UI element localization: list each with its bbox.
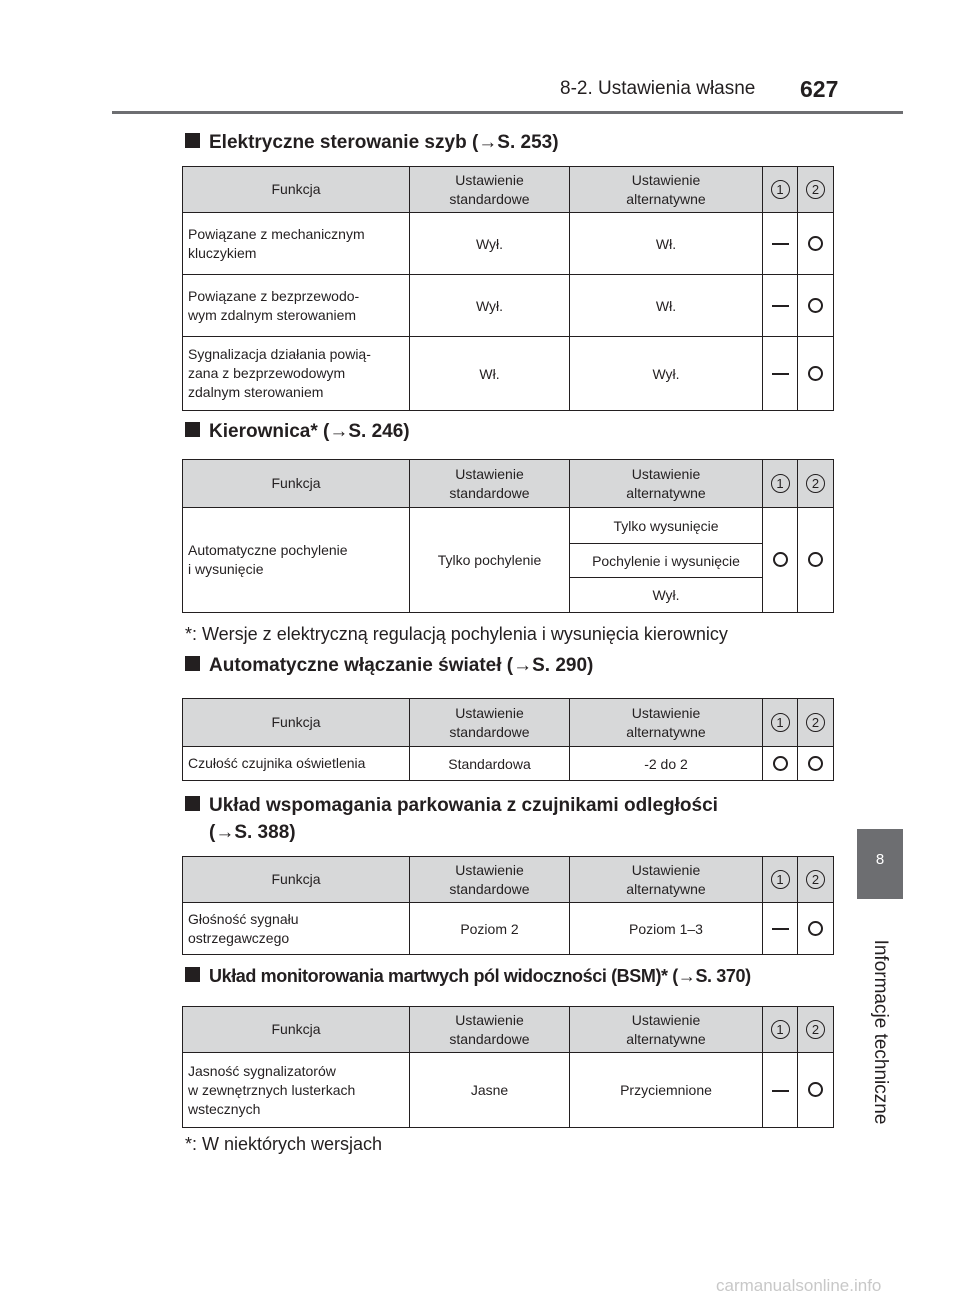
chapter-tab: 8 bbox=[857, 829, 903, 899]
circle-mark-icon bbox=[808, 921, 823, 936]
table-row: Powiązane z bezprzewodo- wym zdalnym sterowaniem Wył. Wł. bbox=[183, 275, 834, 337]
settings-table: Funkcja Ustawienie standardowe Ustawienie alternatywne 1 2 Czułość czujnika oświetlenia Standardowa -2 do 2 bbox=[182, 698, 834, 781]
dash-icon bbox=[772, 928, 789, 930]
table-row: Głośność sygnału ostrzegawczego Poziom 2 Poziom 1–3 bbox=[183, 903, 834, 955]
col-alt: Ustawienie alternatywne bbox=[570, 167, 763, 213]
circle-2-icon: 2 bbox=[806, 713, 825, 732]
circle-mark-icon bbox=[773, 756, 788, 771]
dash-icon bbox=[772, 373, 789, 375]
circle-2-icon: 2 bbox=[806, 180, 825, 199]
footnote: *: W niektórych wersjach bbox=[185, 1134, 383, 1154]
circle-mark-icon bbox=[808, 366, 823, 381]
dash-icon bbox=[772, 1090, 789, 1092]
bullet-square-icon bbox=[185, 796, 200, 811]
header-rule bbox=[112, 111, 903, 114]
section-heading: Elektryczne sterowanie szyb (→S. 253) bbox=[185, 132, 559, 154]
circle-1-icon: 1 bbox=[771, 474, 790, 493]
section-title: 8-2. Ustawienia własne bbox=[560, 78, 756, 99]
section-heading: Automatyczne włączanie świateł (→S. 290) bbox=[185, 655, 593, 677]
section-heading-cont: (→S. 388) bbox=[209, 822, 296, 843]
bullet-square-icon bbox=[185, 422, 200, 437]
settings-table bbox=[182, 166, 834, 411]
settings-table: Funkcja Ustawienie standardowe Ustawienie alternatywne 1 2 Głośność sygnału ostrzegawczego Poziom 2 Poziom 1–3 bbox=[182, 856, 834, 955]
circle-mark-icon bbox=[808, 552, 823, 567]
circle-1-icon: 1 bbox=[771, 1020, 790, 1039]
circle-mark-icon bbox=[808, 298, 823, 313]
dash-icon bbox=[772, 305, 789, 307]
watermark: carmanualsonline.info bbox=[716, 1276, 882, 1295]
circle-1-icon: 1 bbox=[771, 713, 790, 732]
circle-mark-icon bbox=[808, 236, 823, 251]
settings-table: Funkcja Ustawienie standardowe Ustawienie alternatywne 1 2 Automatyczne pochylenie i wysunięcie Tylko pochylenie Tylko wysunięcie Pochylenie i wysunięcie Wył. bbox=[182, 459, 834, 613]
bullet-square-icon bbox=[185, 133, 200, 148]
section-heading: Układ monitorowania martwych pól widoczności (BSM)* (→S. 370) bbox=[185, 966, 751, 987]
circle-1-icon: 1 bbox=[771, 870, 790, 889]
col-func: Funkcja bbox=[183, 167, 410, 213]
table-row: Czułość czujnika oświetlenia Standardowa -2 do 2 bbox=[183, 747, 834, 781]
bullet-square-icon bbox=[185, 967, 200, 982]
circle-mark-icon bbox=[808, 756, 823, 771]
circle-1-icon: 1 bbox=[771, 180, 790, 199]
page-number: 627 bbox=[800, 76, 839, 102]
col-std: Ustawienie standardowe bbox=[410, 167, 570, 213]
settings-table: Funkcja Ustawienie standardowe Ustawienie alternatywne 1 2 Jasność sygnalizatorów w zewnętrznych lusterkach wstecznych Jasne Przyciemnione bbox=[182, 1006, 834, 1128]
table-row: Automatyczne pochylenie i wysunięcie Tylko pochylenie Tylko wysunięcie bbox=[183, 508, 834, 544]
circle-2-icon: 2 bbox=[806, 474, 825, 493]
table-row: Wył. bbox=[183, 578, 834, 613]
table-row: Powiązane z mechanicznym kluczykiem Wył. Wł. bbox=[183, 213, 834, 275]
circle-2-icon: 2 bbox=[806, 1020, 825, 1039]
circle-mark-icon bbox=[773, 552, 788, 567]
footnote: *: Wersje z elektryczną regulacją pochylenia i wysunięcia kierownicy bbox=[185, 624, 728, 644]
chapter-label: Informacje techniczne bbox=[870, 939, 891, 1125]
circle-mark-icon bbox=[808, 1082, 823, 1097]
circle-2-icon: 2 bbox=[806, 870, 825, 889]
table-row: Sygnalizacja działania powią- zana z bezprzewodowym zdalnym sterowaniem Wł. Wył. bbox=[183, 337, 834, 411]
table-row: Jasność sygnalizatorów w zewnętrznych lusterkach wstecznych Jasne Przyciemnione bbox=[183, 1053, 834, 1128]
section-heading: Kierownica* (→S. 246) bbox=[185, 421, 410, 443]
bullet-square-icon bbox=[185, 656, 200, 671]
dash-icon bbox=[772, 243, 789, 245]
section-heading: Układ wspomagania parkowania z czujnikami odległości bbox=[185, 795, 718, 817]
table-row: Pochylenie i wysunięcie bbox=[183, 544, 834, 578]
